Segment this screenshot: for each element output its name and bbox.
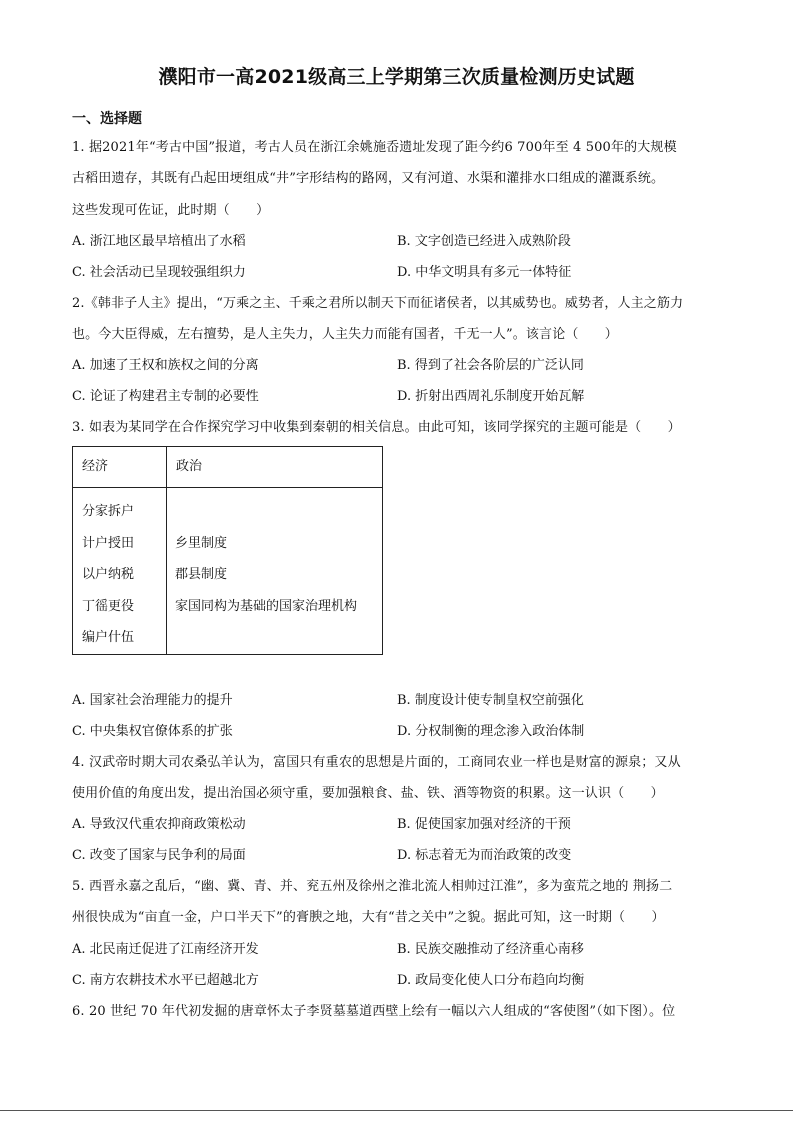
table-header-economy: 经济 [73, 447, 167, 488]
question-2-option-d: D. 折射出西周礼乐制度开始瓦解 [397, 389, 585, 404]
question-3-option-b: B. 制度设计使专制皇权空前强化 [397, 693, 584, 708]
question-1-line-3: 这些发现可佐证，此时期（ ） [72, 203, 270, 218]
question-5-option-a: A. 北民南迁促进了江南经济开发 [72, 942, 259, 957]
question-1-option-a: A. 浙江地区最早培植出了水稻 [72, 234, 246, 249]
question-5-option-b: B. 民族交融推动了经济重心南移 [397, 942, 584, 957]
politics-cell [167, 488, 383, 655]
question-6-line-1: 6. 20 世纪 70 年代初发掘的唐章怀太子李贤墓墓道西壁上绘有一幅以六人组成的“客使图”（如下图）。位 [72, 1004, 676, 1019]
question-5-line-2: 州很快成为“亩直一金，户口半天下”的膏腴之地，大有“昔之关中”之貌。据此可知，这一时期（ ） [72, 910, 665, 925]
politics-item [175, 496, 382, 528]
politics-item: 郡县制度 [175, 567, 228, 582]
economy-item: 分家拆户 [82, 504, 135, 519]
question-5-line-1: 5. 西晋永嘉之乱后，“幽、冀、青、并、兖五州及徐州之淮北流人相帅过江淮”，多为蛮荒之地的 荆扬二 [72, 879, 673, 894]
politics-item [175, 622, 382, 654]
question-1-option-d: D. 中华文明具有多元一体特征 [397, 265, 572, 280]
question-2-line-2: 也。今大臣得威，左右擅势，是人主失力，人主失力而能有国者，千无一人”。该言论（ ） [72, 327, 618, 342]
question-1-option-c: C. 社会活动已呈现较强组织力 [72, 265, 246, 280]
question-2-line-1: 2.《韩非子人主》提出，“万乘之主、千乘之君所以制天下而征诸侯者，以其威势也。威势者，人主之筋力 [72, 296, 684, 311]
question-1-line-1: 1. 据2021年“考古中国”报道，考古人员在浙江余姚施岙遗址发现了距今约6 700年至 4 500年的大规模 [72, 140, 677, 155]
question-5-option-c: C. 南方农耕技术水平已超越北方 [72, 973, 259, 988]
question-2-option-c: C. 论证了构建君主专制的必要性 [72, 389, 259, 404]
page-title: 濮阳市一高2021级高三上学期第三次质量检测历史试题 [158, 66, 635, 88]
section-heading: 一、选择题 [72, 111, 142, 127]
table-header-politics: 政治 [167, 447, 383, 488]
question-3-option-d: D. 分权制衡的理念渗入政治体制 [397, 724, 585, 739]
question-2-option-a: A. 加速了王权和族权之间的分离 [72, 358, 259, 373]
politics-item: 乡里制度 [175, 535, 228, 551]
economy-item: 编户什伍 [82, 630, 135, 645]
question-3-line-1: 3. 如表为某同学在合作探究学习中收集到秦朝的相关信息。由此可知，该同学探究的主题可能是（ ） [72, 420, 681, 435]
economy-cell [73, 488, 167, 655]
question-4-option-b: B. 促使国家加强对经济的干预 [397, 817, 571, 832]
question-1-option-b: B. 文字创造已经进入成熟阶段 [397, 234, 571, 249]
question-4-option-d: D. 标志着无为而治政策的改变 [397, 848, 572, 863]
page-bottom-rule [0, 1110, 793, 1111]
question-4-line-2: 使用价值的角度出发，提出治国必须守重，要加强粮食、盐、铁、酒等物资的积累。这一认识（ ） [72, 786, 664, 801]
question-4-line-1: 4. 汉武帝时期大司农桑弘羊认为，富国只有重农的思想是片面的，工商同农业一样也是财富的源泉；又从 [72, 755, 681, 770]
question-3-option-a: A. 国家社会治理能力的提升 [72, 693, 233, 708]
economy-item: 计户授田 [82, 535, 135, 551]
question-5-option-d: D. 政局变化使人口分布趋向均衡 [397, 973, 585, 988]
economy-item: 丁徭更役 [82, 598, 135, 614]
question-3-option-c: C. 中央集权官僚体系的扩张 [72, 724, 233, 739]
question-2-option-b: B. 得到了社会各阶层的广泛认同 [397, 358, 584, 373]
question-4-option-c: C. 改变了国家与民争利的局面 [72, 848, 246, 863]
politics-item: 家国同构为基础的国家治理机构 [175, 598, 358, 614]
question-4-option-a: A. 导致汉代重农抑商政策松动 [72, 817, 246, 832]
qin-info-table [72, 446, 383, 655]
question-1-line-2: 古稻田遗存，其既有凸起田埂组成“井”字形结构的路网，又有河道、水渠和灌排水口组成的灌溉系统。 [72, 171, 665, 186]
economy-item: 以户纳税 [82, 567, 135, 582]
